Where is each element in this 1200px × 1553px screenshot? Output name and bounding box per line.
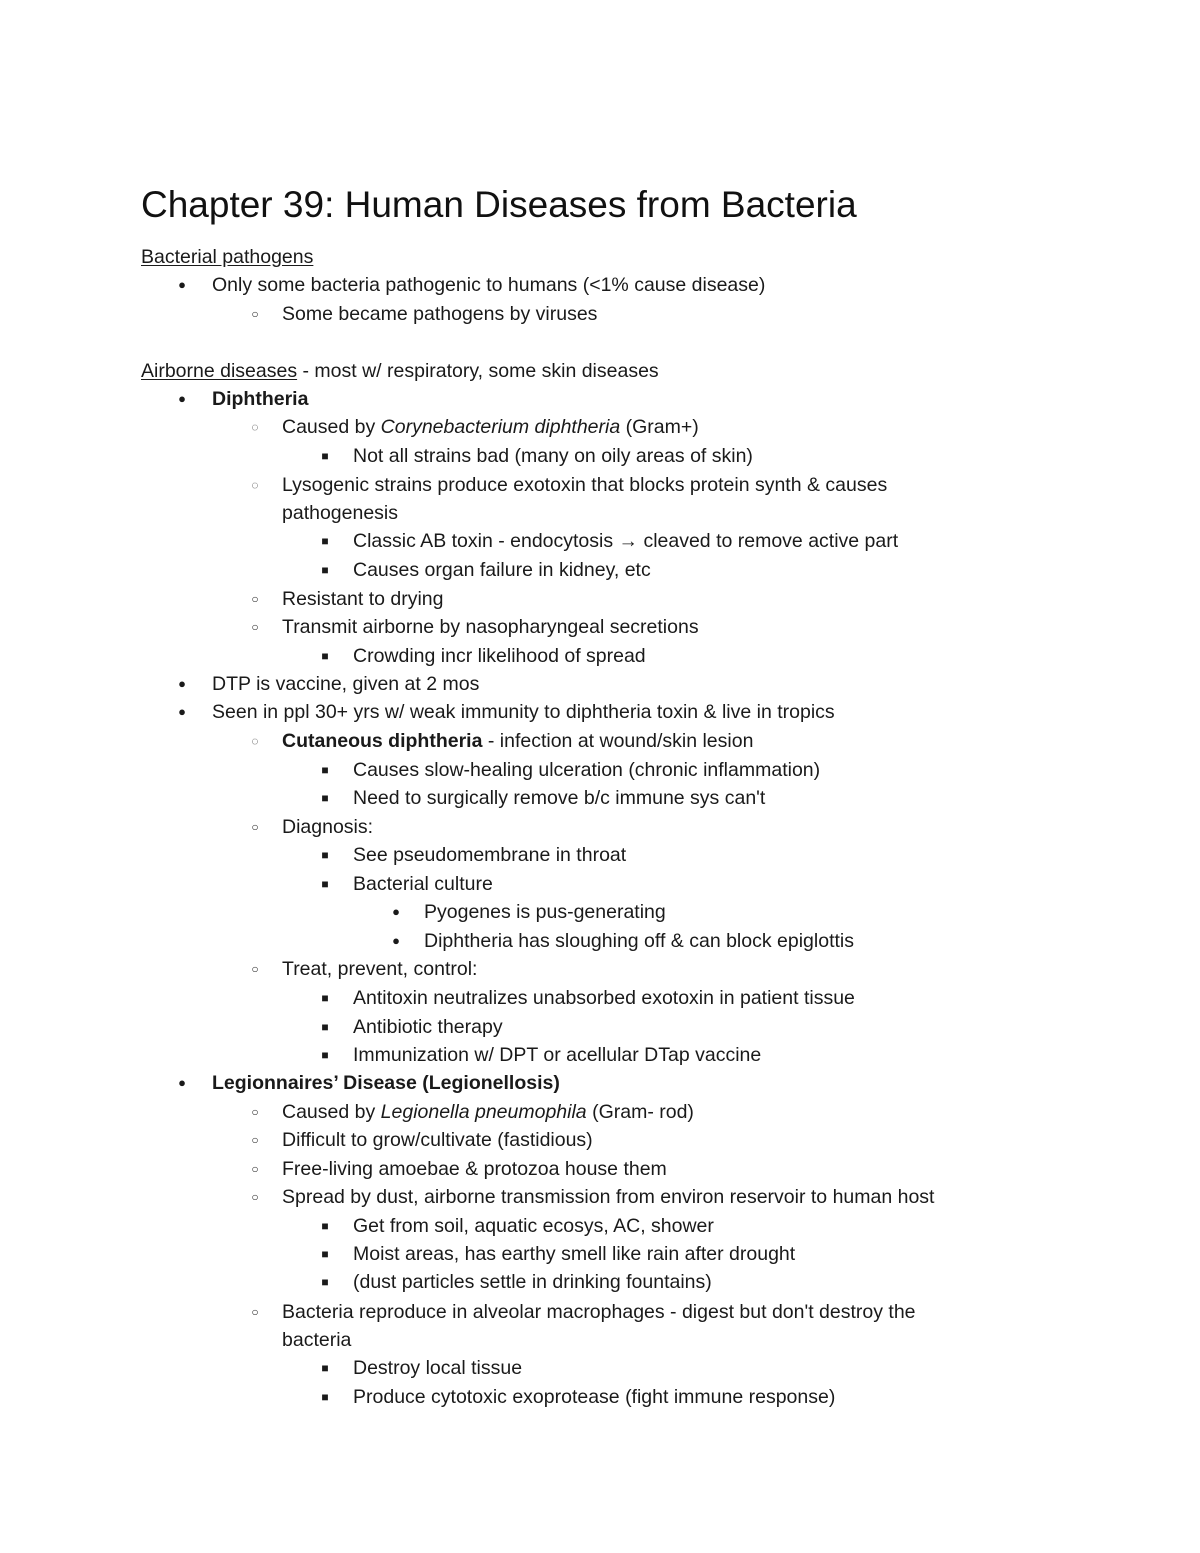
- list-item: [0, 1183, 1200, 1211]
- bullet-circle-icon: ○: [251, 1190, 259, 1204]
- organism-name: Corynebacterium diphtheria: [380, 416, 621, 438]
- bullet-dot-icon: ●: [178, 676, 186, 691]
- bullet-square-icon: ■: [321, 1390, 329, 1404]
- bullet-circle-icon: ○: [251, 307, 259, 321]
- bullet-square-icon: ■: [321, 763, 329, 777]
- bullet-square-icon: ■: [321, 534, 329, 548]
- list-item-continuation: [0, 1326, 1200, 1354]
- list-item: [0, 1354, 1200, 1382]
- list-item: [0, 1098, 1200, 1126]
- list-item: [0, 300, 1200, 328]
- list-item: [0, 1155, 1200, 1183]
- list-item: [0, 613, 1200, 641]
- item-text: Only some bacteria pathogenic to humans (<1% cause disease): [212, 274, 766, 296]
- item-text: Some became pathogens by viruses: [282, 303, 598, 325]
- item-text: Transmit airborne by nasopharyngeal secretions: [282, 616, 699, 638]
- item-text: Classic AB toxin - endocytosis → cleaved to remove active part: [353, 530, 899, 552]
- item-text: - infection at wound/skin lesion: [482, 730, 754, 752]
- item-text: Destroy local tissue: [353, 1357, 523, 1379]
- item-text: (Gram- rod): [586, 1101, 694, 1123]
- heading-text: Bacterial pathogens: [141, 246, 314, 268]
- list-item: [0, 1240, 1200, 1268]
- bullet-circle-icon: ○: [251, 962, 259, 976]
- item-text: Antibiotic therapy: [353, 1016, 503, 1038]
- disease-name-legionnaires: Legionnaires’ Disease (Legionellosis): [212, 1072, 560, 1094]
- item-text: Spread by dust, airborne transmission from environ reservoir to human host: [282, 1186, 935, 1208]
- list-item-continuation: [0, 499, 1200, 527]
- bullet-circle-icon: ○: [251, 1305, 259, 1319]
- section-heading-airborne: [0, 357, 1200, 385]
- list-item: [0, 1013, 1200, 1041]
- item-text: Antitoxin neutralizes unabsorbed exotoxin in patient tissue: [353, 987, 855, 1009]
- bullet-dot-icon: ●: [178, 704, 186, 719]
- item-text: Bacteria reproduce in alveolar macrophages - digest but don't destroy the: [282, 1301, 916, 1323]
- item-text: Pyogenes is pus-generating: [424, 901, 666, 923]
- item-text: Free-living amoebae & protozoa house them: [282, 1158, 667, 1180]
- list-item: [0, 784, 1200, 812]
- item-text: Immunization w/ DPT or acellular DTap vaccine: [353, 1044, 762, 1066]
- bullet-square-icon: ■: [321, 1247, 329, 1261]
- item-text: (Gram+): [620, 416, 699, 438]
- list-item: [0, 870, 1200, 898]
- organism-name: Legionella pneumophila: [380, 1101, 587, 1123]
- bullet-circle-icon: ○: [251, 1133, 259, 1147]
- item-text: Diagnosis:: [282, 816, 374, 838]
- bullet-square-icon: ■: [321, 1275, 329, 1289]
- disease-name-diphtheria: Diphtheria: [212, 388, 309, 410]
- bullet-circle-icon: ○: [251, 592, 259, 606]
- item-text: Seen in ppl 30+ yrs w/ weak immunity to diphtheria toxin & live in tropics: [212, 701, 835, 723]
- item-text: Causes organ failure in kidney, etc: [353, 559, 651, 581]
- list-item: [0, 1069, 1200, 1097]
- list-item: [0, 1041, 1200, 1069]
- bullet-circle-icon: ○: [251, 1105, 259, 1119]
- list-item: [0, 271, 1200, 299]
- bullet-square-icon: ■: [321, 449, 329, 463]
- list-item: [0, 556, 1200, 584]
- bullet-square-icon: ■: [321, 991, 329, 1005]
- item-text: pathogenesis: [282, 502, 399, 524]
- list-item: [0, 413, 1200, 441]
- item-text: (dust particles settle in drinking fountains): [353, 1271, 712, 1293]
- bullet-dotted-circle-icon: ◌: [251, 420, 259, 434]
- bullet-square-icon: ■: [321, 848, 329, 862]
- item-text: Get from soil, aquatic ecosys, AC, shower: [353, 1215, 714, 1237]
- item-text: Treat, prevent, control:: [282, 958, 478, 980]
- bullet-square-icon: ■: [321, 791, 329, 805]
- list-item: [0, 984, 1200, 1012]
- list-item: [0, 898, 1200, 926]
- section-heading-bacterial-pathogens: [0, 243, 1200, 271]
- item-text: Need to surgically remove b/c immune sys can't: [353, 787, 766, 809]
- list-item: [0, 1383, 1200, 1411]
- list-item: [0, 955, 1200, 983]
- bullet-square-icon: ■: [321, 649, 329, 663]
- list-item: [0, 813, 1200, 841]
- list-item: [0, 841, 1200, 869]
- list-item: [0, 385, 1200, 413]
- list-item: [0, 727, 1200, 755]
- bullet-square-icon: ■: [321, 1219, 329, 1233]
- bullet-dotted-circle-icon: ◌: [251, 734, 259, 748]
- list-item: [0, 585, 1200, 613]
- item-text: Moist areas, has earthy smell like rain after drought: [353, 1243, 796, 1265]
- item-text: Bacterial culture: [353, 873, 493, 895]
- bullet-dot-icon: ●: [178, 1075, 186, 1090]
- bullet-dotted-circle-icon: ◌: [251, 478, 259, 492]
- bullet-circle-icon: ○: [251, 820, 259, 834]
- item-text: Diphtheria has sloughing off & can block epiglottis: [424, 930, 854, 952]
- list-item: [0, 1126, 1200, 1154]
- page-title: Chapter 39: Human Diseases from Bacteria: [141, 184, 857, 225]
- item-text: Resistant to drying: [282, 588, 444, 610]
- item-text: Causes slow-healing ulceration (chronic inflammation): [353, 759, 821, 781]
- item-text: Difficult to grow/cultivate (fastidious): [282, 1129, 593, 1151]
- heading-description: - most w/ respiratory, some skin diseases: [297, 360, 659, 382]
- list-item: [0, 642, 1200, 670]
- heading-text: Airborne diseases: [141, 360, 298, 382]
- item-text: See pseudomembrane in throat: [353, 844, 627, 866]
- list-item: [0, 698, 1200, 726]
- bullet-dot-icon: ●: [178, 277, 186, 292]
- list-item: [0, 1268, 1200, 1296]
- bullet-dot-icon: ●: [392, 933, 400, 948]
- bullet-square-icon: ■: [321, 563, 329, 577]
- bullet-square-icon: ■: [321, 1361, 329, 1375]
- item-text: bacteria: [282, 1329, 352, 1351]
- item-text: Produce cytotoxic exoprotease (fight immune response): [353, 1386, 836, 1408]
- bullet-dot-icon: ●: [392, 904, 400, 919]
- bullet-dot-icon: ●: [178, 391, 186, 406]
- bullet-square-icon: ■: [321, 877, 329, 891]
- item-text: Crowding incr likelihood of spread: [353, 645, 646, 667]
- item-text: Caused by: [282, 1101, 381, 1123]
- bullet-circle-icon: ○: [251, 620, 259, 634]
- list-item: [0, 1212, 1200, 1240]
- list-item: [0, 927, 1200, 955]
- list-item: [0, 527, 1200, 555]
- list-item: [0, 756, 1200, 784]
- list-item: [0, 1298, 1200, 1326]
- bullet-square-icon: ■: [321, 1020, 329, 1034]
- list-item: [0, 670, 1200, 698]
- list-item: [0, 471, 1200, 499]
- bullet-square-icon: ■: [321, 1048, 329, 1062]
- item-text: Caused by: [282, 416, 381, 438]
- term-cutaneous-diphtheria: Cutaneous diphtheria: [282, 730, 483, 752]
- list-item: [0, 442, 1200, 470]
- item-text: DTP is vaccine, given at 2 mos: [212, 673, 480, 695]
- item-text: Lysogenic strains produce exotoxin that blocks protein synth & causes: [282, 474, 888, 496]
- bullet-circle-icon: ○: [251, 1162, 259, 1176]
- item-text: Not all strains bad (many on oily areas of skin): [353, 445, 753, 467]
